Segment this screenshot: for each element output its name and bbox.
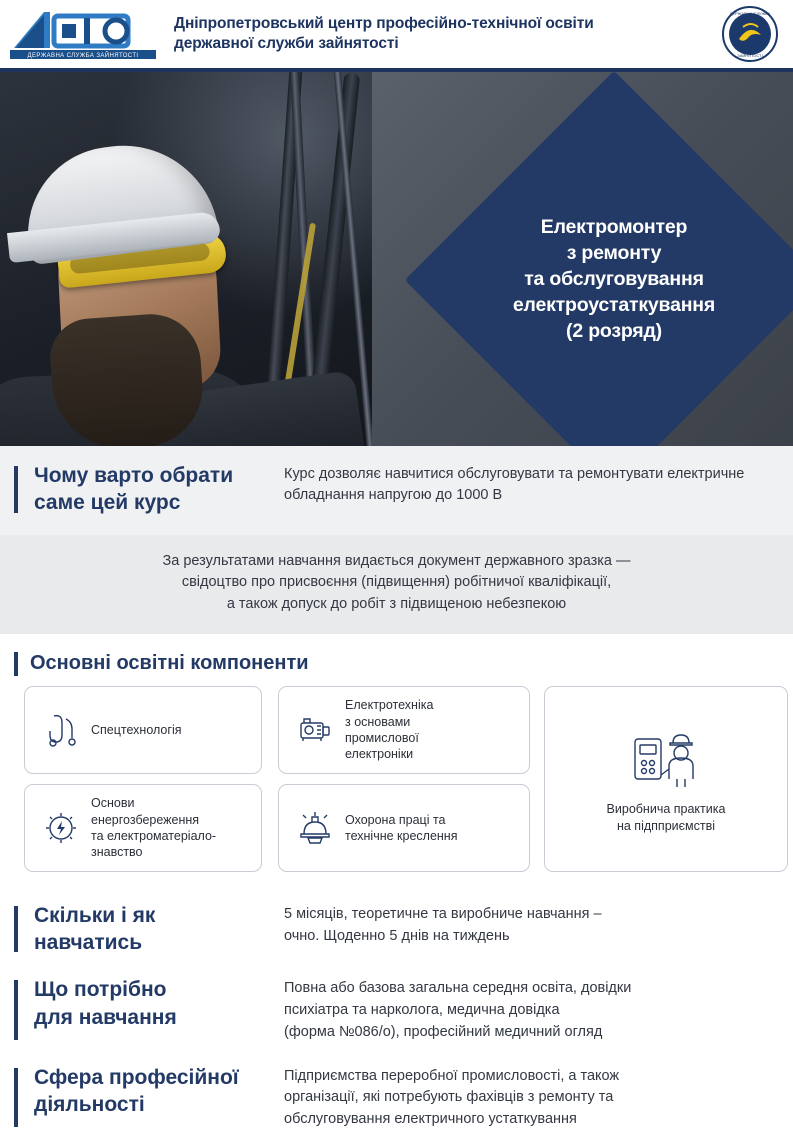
requirements-text-line: (форма №086/о), професійний медичний огляд — [284, 1023, 603, 1040]
duration-label-line: навчатись — [34, 931, 143, 955]
component-text-line: з основами — [345, 714, 411, 729]
energy-saving-icon — [35, 810, 87, 846]
duration-label-line: Скільки і як — [34, 903, 156, 927]
component-text-line: Охорона праці та — [345, 812, 446, 827]
course-title-line-2: з ремонту — [566, 242, 662, 265]
accent-bar — [14, 1068, 18, 1127]
accent-bar — [14, 906, 18, 953]
activity-label-line: діяльності — [34, 1092, 145, 1116]
accent-bar — [14, 980, 18, 1039]
svg-text:ДЕРЖАВНА СЛУЖБА: ДЕРЖАВНА СЛУЖБА — [729, 11, 771, 16]
component-text-line: електроніки — [345, 747, 414, 762]
worker-multimeter-icon — [627, 723, 705, 793]
component-card-label — [341, 812, 457, 845]
course-title-text — [466, 132, 762, 428]
component-text-line: на підпприємстві — [616, 818, 715, 833]
requirements-row — [0, 976, 793, 1043]
component-text-line: знавство — [91, 845, 143, 860]
component-card-label — [87, 795, 216, 860]
why-label-line-1: Чому варто обрати — [34, 464, 234, 487]
component-card-ohorona-pratsi[interactable] — [278, 784, 530, 872]
course-title-line-1: Електромонтер — [540, 216, 688, 239]
requirements-text-line: Повна або базова загальна середня освіта, довідки — [284, 980, 632, 997]
component-text-line: Електротехніка — [345, 698, 434, 713]
duration-text — [284, 902, 779, 957]
page-header — [0, 0, 793, 68]
accent-bar — [14, 466, 18, 513]
page-title — [174, 14, 711, 54]
state-employment-service-emblem — [721, 5, 779, 63]
duration-row — [0, 902, 793, 957]
course-title-line-5: (2 розряд) — [566, 319, 662, 342]
requirements-label-line: для навчання — [34, 1005, 177, 1029]
activity-row — [0, 1064, 793, 1131]
activity-text-line: організації, які потребують фахівців з ремонту та — [284, 1089, 614, 1106]
component-card-label — [607, 801, 726, 835]
coil-icon — [35, 712, 87, 748]
activity-label — [14, 1064, 284, 1131]
component-card-spetstehnologiya[interactable] — [24, 686, 262, 774]
component-card-energozberezhennya[interactable] — [24, 784, 262, 872]
component-text-line: енергозбереження — [91, 812, 200, 827]
why-choose-section — [0, 446, 793, 535]
component-card-vyrobnycha-praktyka[interactable] — [544, 686, 788, 872]
activity-label-line: Сфера професійної — [34, 1065, 239, 1089]
duration-text-line: 5 місяців, теоретичне та виробниче навчання – — [284, 905, 602, 922]
requirements-label-line: Що потрібно — [34, 978, 167, 1002]
components-heading-text: Основні освітні компоненти — [30, 652, 309, 675]
requirements-text-line: психіатра та нарколога, медична довідка — [284, 1002, 560, 1019]
activity-text-line: обслуговування електричного устаткування — [284, 1111, 577, 1128]
document-line-1: За результатами навчання видається документ державного зразка — — [162, 552, 631, 569]
hero-photo-electrician — [0, 72, 372, 446]
course-title-line-3: та обслуговування — [524, 268, 704, 291]
hero-banner — [0, 72, 793, 446]
components-heading — [0, 634, 793, 686]
activity-text-line: Підприємства переробної промисловості, а також — [284, 1067, 620, 1084]
document-line-3: а також допуск до робіт з підвищеною небезпекою — [226, 596, 567, 613]
duration-text-line: очно. Щоденно 5 днів на тиждень — [284, 927, 510, 944]
generator-icon — [289, 713, 341, 747]
component-text-line: Виробнича практика — [606, 801, 726, 816]
components-card-grid — [14, 686, 779, 888]
course-title-line-4: електроустаткування — [512, 293, 716, 316]
duration-label — [14, 902, 284, 957]
accent-bar — [14, 652, 18, 676]
svg-text:ДЕРЖАВНА СЛУЖБА ЗАЙНЯТОСТІ: ДЕРЖАВНА СЛУЖБА ЗАЙНЯТОСТІ — [27, 53, 139, 59]
header-title-line-1: Дніпропетровський центр професійно-технічної освіти — [174, 15, 594, 33]
component-text-line: промислової — [345, 730, 419, 745]
component-card-elektrotehnika[interactable] — [278, 686, 530, 774]
why-choose-label — [14, 462, 284, 517]
document-info-band — [0, 535, 793, 634]
why-label-line-2: саме цей курс — [34, 491, 181, 515]
requirements-text — [284, 976, 779, 1043]
component-text-line: та електроматеріало- — [91, 828, 217, 843]
header-title-line-2: державної служби зайнятості — [174, 35, 399, 52]
svg-text:ЗАЙНЯТОСТІ: ЗАЙНЯТОСТІ — [737, 53, 763, 58]
organization-logo — [10, 8, 156, 60]
why-choose-text: Курс дозволяє навчитися обслуговувати та ремонтувати електричне обладнання напругою до 1000 В — [284, 466, 745, 504]
safety-helmet-icon — [289, 810, 341, 846]
component-text-line: Основи — [91, 796, 135, 811]
activity-text — [284, 1064, 779, 1131]
requirements-label — [14, 976, 284, 1043]
details-section — [0, 888, 793, 1131]
component-text-line: Спецтехнологія — [91, 722, 182, 737]
document-line-2: свідоцтво про присвоєння (підвищення) робітничої кваліфікації, — [181, 574, 612, 591]
component-text-line: технічне креслення — [345, 828, 458, 843]
component-card-label — [341, 697, 433, 762]
component-card-label — [87, 722, 182, 738]
